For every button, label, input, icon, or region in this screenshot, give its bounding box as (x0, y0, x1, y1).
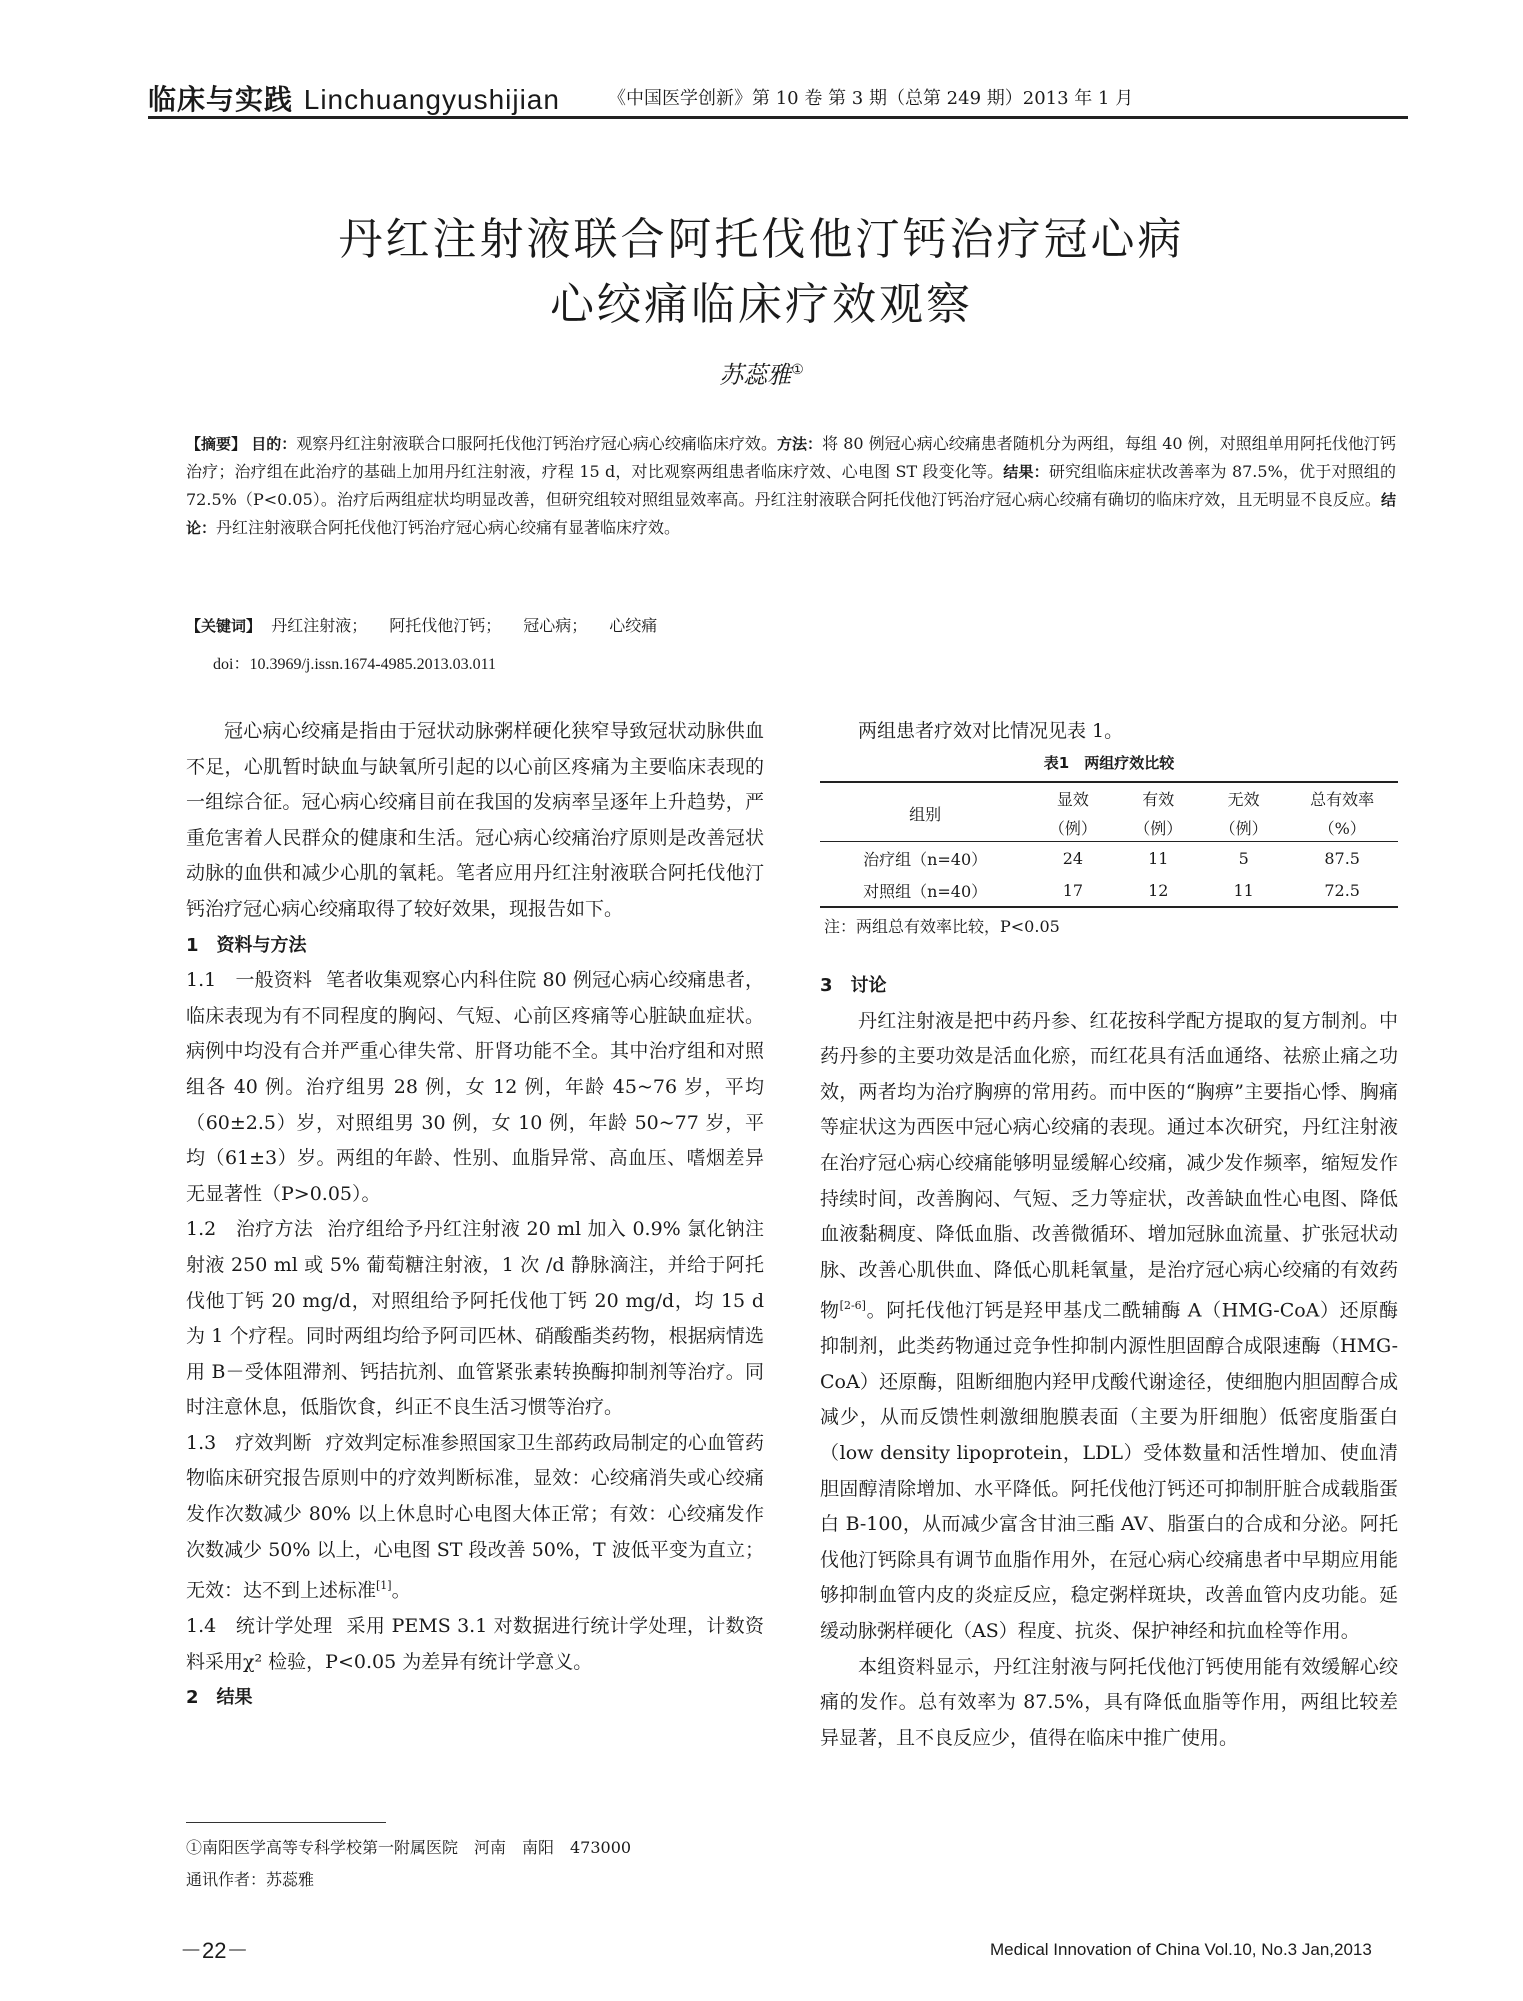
subsection-heading: 1.3 疗效判断 (186, 1431, 312, 1454)
page-number: －22－ (180, 1938, 249, 1963)
article-title-line-1: 丹红注射液联合阿托伐他汀钙治疗冠心病 (338, 214, 1185, 265)
footnote (186, 1832, 631, 1896)
conclusion-label: 结论： (186, 491, 1396, 537)
subsection-1-3: 1.3 疗效判断 疗效判定标准参照国家卫生部药政局制定的心血管药物临床研究报告原则中的疗效判断标准，显效：心绞痛消失或心绞痛发作次数减少 80% 以上休息时心电图大体正常；有效：心绞痛发作次数减少 50% 以上，心电图 ST 段改善 50%，T 波低平变为直立；无效：达不到上述标准[1]。 (186, 1431, 764, 1602)
footer-journal: Medical Innovation of China Vol.10, No.3 Jan,2013 (990, 1940, 1372, 1959)
affiliation-mark: ① (791, 362, 804, 378)
footnote-rule (186, 1822, 386, 1823)
method-label: 方法： (776, 435, 823, 453)
table-header: 无效 (1201, 782, 1286, 812)
keywords (186, 612, 1396, 640)
doi: doi：10.3969/j.issn.1674-4985.2013.03.011 (213, 656, 496, 673)
table-header: 总有效率 (1286, 782, 1398, 812)
left-column (186, 714, 764, 1716)
subsection-1-1: 1.1 一般资料 笔者收集观察心内科住院 80 例冠心病心绞痛患者，临床表现为有不同程度的胸闷、气短、心前区疼痛等心脏缺血症状。病例中均没有合并严重心律失常、肝肾功能不全。其中治疗组和对照组各 40 例。治疗组男 28 例，女 12 例，年龄 45~76 岁，平均（60±2.5）岁，对照组男 30 例，女 10 例，年龄 50~77 岁，平均（61±3）岁。两组的年龄、性别、血脂异常、高血压、嗜烟差异无显著性（P>0.05）。 (186, 969, 765, 1205)
citation: [2-6] (839, 1299, 866, 1313)
citation: [1] (376, 1579, 392, 1593)
running-header (148, 78, 1408, 116)
keyword: 心绞痛 (609, 616, 658, 635)
table-cell: 24 (1030, 842, 1115, 875)
table-cell: 对照组（n=40） (820, 874, 1030, 907)
table-intro: 两组患者疗效对比情况见表 1。 (858, 720, 1124, 742)
subsection-heading: 1.1 一般资料 (186, 969, 312, 992)
table-cell: 12 (1116, 874, 1201, 907)
table-note: 注：两组总有效率比较，P<0.05 (824, 917, 1060, 936)
table-unit: （例） (1134, 819, 1183, 838)
table-title: 表1 两组疗效比较 (1043, 754, 1175, 772)
affiliation: ①南阳医学高等专科学校第一附属医院 河南 南阳 473000 (186, 1838, 632, 1857)
subsection-heading: 1.2 治疗方法 (186, 1218, 314, 1241)
table-cell: 11 (1116, 842, 1201, 875)
table-cell: 72.5 (1286, 874, 1398, 907)
table-unit: （%） (1318, 819, 1366, 838)
keywords-label: 【关键词】 (186, 617, 262, 635)
section-heading-1: 1 资料与方法 (186, 934, 307, 956)
abstract (186, 430, 1396, 542)
result-text: 研究组临床症状改善率为 87.5%，优于对照组的 72.5%（P<0.05）。治疗后两组症状均明显改善，但研究组较对照组显效率高。丹红注射液联合阿托伐他汀钙治疗冠心病心绞痛有确切的临床疗效，且无明显不良反应。 (186, 462, 1396, 509)
table-unit: （例） (1219, 819, 1268, 838)
table-cell: 治疗组（n=40） (820, 842, 1030, 875)
result-label: 结果： (1003, 463, 1049, 481)
conclusion-text: 丹红注射液联合阿托伐他汀钙治疗冠心病心绞痛有显著临床疗效。 (216, 518, 681, 537)
table-row (820, 874, 1398, 907)
keyword: 丹红注射液； (271, 616, 368, 635)
column-name-en: Linchuangyushijian (303, 84, 560, 115)
discussion (820, 968, 1398, 1756)
table-1 (820, 752, 1398, 937)
method-text: 将 80 例冠心病心绞痛患者随机分为两组，每组 40 例，对照组单用阿托伐他汀钙治疗；治疗组在此治疗的基础上加用丹红注射液，疗程 15 d，对比观察两组患者临床疗效、心电图 ST 段变化等。 (186, 434, 1396, 481)
discussion-paragraph-2: 本组资料显示，丹红注射液与阿托伐他汀钙使用能有效缓解心绞痛的发作。总有效率为 87.5%，具有降低血脂等作用，两组比较差异显著，且不良反应少，值得在临床中推广使用。 (820, 1655, 1398, 1749)
section-heading-2: 2 结果 (186, 1687, 253, 1709)
efficacy-table (820, 781, 1398, 908)
author: 苏蕊雅① (719, 361, 804, 389)
column-name: 临床与实践 Linchuangyushijian (148, 83, 560, 116)
table-row (820, 842, 1398, 875)
table-unit: （例） (1048, 819, 1097, 838)
abstract-label: 【摘要】 (186, 435, 247, 453)
section-heading-3: 3 讨论 (820, 975, 887, 996)
objective-text: 观察丹红注射液联合口服阿托伐他汀钙治疗冠心病心绞痛临床疗效。 (296, 434, 777, 453)
keyword: 冠心病； (523, 616, 588, 635)
keyword: 阿托伐他汀钙； (389, 616, 502, 635)
subsection-1-2: 1.2 治疗方法 治疗组给予丹红注射液 20 ml 加入 0.9% 氯化钠注射液 250 ml 或 5% 葡萄糖注射液，1 次 /d 静脉滴注，并给于阿托伐他丁钙 20 mg/d，对照组给予阿托伐他丁钙 20 mg/d，均 15 d 为 1 个疗程。同时两组均给予阿司匹林、硝酸酯类药物，根据病情选用 B－受体阻滞剂、钙拮抗剂、血管紧张素转换酶抑制剂等治疗。同时注意休息，低脂饮食，纠正不良生活习惯等治疗。 (186, 1218, 764, 1419)
article-title-line-2: 心绞痛临床疗效观察 (550, 279, 973, 330)
table-header: 有效 (1116, 782, 1201, 812)
table-cell: 87.5 (1286, 842, 1398, 875)
table-cell: 11 (1201, 874, 1286, 907)
objective-label: 目的： (251, 435, 297, 453)
introduction-paragraph: 冠心病心绞痛是指由于冠状动脉粥样硬化狭窄导致冠状动脉供血不足，心肌暂时缺血与缺氧所引起的以心前区疼痛为主要临床表现的一组综合征。冠心病心绞痛目前在我国的发病率呈逐年上升趋势，严重危害着人民群众的健康和生活。冠心病心绞痛治疗原则是改善冠状动脉的血供和减少心肌的氧耗。笔者应用丹红注射液联合阿托伐他汀钙治疗冠心病心绞痛取得了较好效果，现报告如下。 (186, 720, 764, 920)
journal-issue-info: 《中国医学创新》第 10 卷 第 3 期（总第 249 期）2013 年 1 月 (608, 88, 1134, 109)
subsection-heading: 1.4 统计学处理 (186, 1615, 333, 1638)
table-cell: 5 (1201, 842, 1286, 875)
table-header: 显效 (1030, 782, 1115, 812)
table-cell: 17 (1030, 874, 1115, 907)
table-header: 组别 (820, 782, 1030, 842)
subsection-1-4: 1.4 统计学处理 采用 PEMS 3.1 对数据进行统计学处理，计数资料采用χ² 检验，P<0.05 为差异有统计学意义。 (186, 1615, 764, 1673)
discussion-paragraph-1: 丹红注射液是把中药丹参、红花按科学配方提取的复方制剂。中药丹参的主要功效是活血化瘀，而红花具有活血通络、祛瘀止痛之功效，两者均为治疗胸痹的常用药。而中医的“胸痹”主要指心悸、胸痛等症状这为西医中冠心病心绞痛的表现。通过本次研究，丹红注射液在治疗冠心病心绞痛能够明显缓解心绞痛，减少发作频率，缩短发作持续时间，改善胸闷、气短、乏力等症状，改善缺血性心电图、降低血液黏稠度、降低血脂、改善微循环、增加冠脉血流量、扩张冠状动脉、改善心肌供血、降低心肌耗氧量，是治疗冠心病心绞痛的有效药物[2-6]。阿托伐他汀钙是羟甲基戊二酰辅酶 A（HMG-CoA）还原酶抑制剂，此类药物通过竞争性抑制内源性胆固醇合成限速酶（HMG-CoA）还原酶，阻断细胞内羟甲戊酸代谢途径，使细胞内胆固醇合成减少，从而反馈性刺激细胞膜表面（主要为肝细胞）低密度脂蛋白（low density lipoprotein，LDL）受体数量和活性增加、使血清胆固醇清除增加、水平降低。阿托伐他汀钙还可抑制肝脏合成载脂蛋白 B-100，从而减少富含甘油三酯 AV、脂蛋白的合成和分泌。阿托伐他汀钙除具有调节血脂作用外，在冠心病心绞痛患者中早期应用能够抑制血管内皮的炎症反应，稳定粥样斑块，改善血管内皮功能。延缓动脉粥样硬化（AS）程度、抗炎、保护神经和抗血栓等作用。 (820, 1009, 1398, 1643)
header-rule (148, 116, 1408, 119)
correspondence: 通讯作者：苏蕊雅 (186, 1870, 315, 1889)
